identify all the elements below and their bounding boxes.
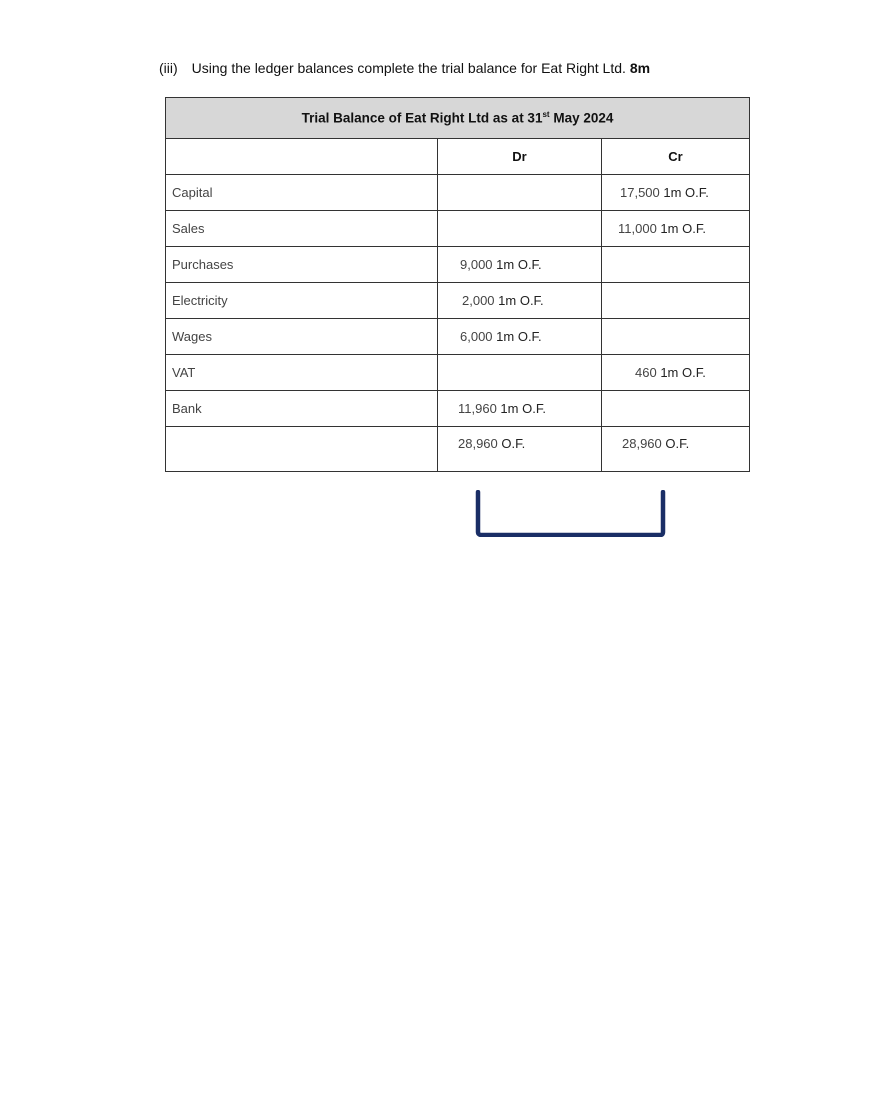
cr-mark-note: 1m O.F. bbox=[660, 221, 706, 236]
dr-amount-cell bbox=[438, 283, 602, 319]
dr-mark-note: 1m O.F. bbox=[498, 293, 544, 308]
question-number: (iii) bbox=[159, 60, 178, 76]
dr-amount-cell bbox=[438, 319, 602, 355]
dr-amount-cell bbox=[438, 355, 602, 391]
question-line bbox=[159, 60, 650, 76]
table-row bbox=[166, 211, 750, 247]
total-dr-cell: 28,960 O.F. bbox=[438, 427, 602, 472]
trial-balance-table bbox=[165, 97, 750, 472]
total-cr-cell: 28,960 O.F. bbox=[602, 427, 750, 472]
cr-amount: 460 bbox=[635, 365, 661, 380]
cr-amount-cell bbox=[602, 175, 750, 211]
question-marks: 8m bbox=[629, 60, 651, 76]
header-dr: Dr bbox=[438, 139, 602, 175]
header-cr: Cr bbox=[602, 139, 750, 175]
dr-mark-note: 1m O.F. bbox=[500, 401, 546, 416]
total-label-cell bbox=[166, 427, 438, 472]
dr-mark-note: 1m O.F. bbox=[496, 329, 542, 344]
cr-amount-cell bbox=[602, 319, 750, 355]
dr-amount: 9,000 bbox=[460, 257, 497, 272]
table-body bbox=[166, 175, 750, 427]
dr-amount-cell bbox=[438, 391, 602, 427]
account-name: Capital bbox=[166, 175, 438, 211]
table-row bbox=[166, 391, 750, 427]
account-name: Purchases bbox=[166, 247, 438, 283]
dr-amount: 2,000 bbox=[462, 293, 499, 308]
total-row bbox=[166, 427, 750, 472]
table-row bbox=[166, 283, 750, 319]
dr-amount: 6,000 bbox=[460, 329, 497, 344]
cr-amount-cell bbox=[602, 283, 750, 319]
cr-amount-cell bbox=[602, 391, 750, 427]
dr-amount-cell bbox=[438, 247, 602, 283]
cr-amount-cell bbox=[602, 247, 750, 283]
table-row bbox=[166, 247, 750, 283]
table-row bbox=[166, 355, 750, 391]
table-title: Trial Balance of Eat Right Ltd as at 31st May 2024 bbox=[166, 98, 750, 139]
handwritten-bracket-mark bbox=[474, 490, 666, 537]
title-superscript: st bbox=[542, 110, 550, 120]
table-title-row bbox=[166, 98, 750, 139]
cr-amount-cell bbox=[602, 355, 750, 391]
cr-mark-note: 1m O.F. bbox=[660, 365, 706, 380]
dr-amount-cell bbox=[438, 211, 602, 247]
account-name: Sales bbox=[166, 211, 438, 247]
table-row bbox=[166, 175, 750, 211]
cr-amount: 17,500 bbox=[620, 185, 664, 200]
account-name: Wages bbox=[166, 319, 438, 355]
cr-mark-note: 1m O.F. bbox=[663, 185, 709, 200]
question-text: Using the ledger balances complete the trial balance for Eat Right Ltd. bbox=[191, 60, 626, 76]
table-row bbox=[166, 319, 750, 355]
account-name: VAT bbox=[166, 355, 438, 391]
dr-mark-note: 1m O.F. bbox=[496, 257, 542, 272]
header-blank bbox=[166, 139, 438, 175]
account-name: Electricity bbox=[166, 283, 438, 319]
dr-amount: 11,960 bbox=[458, 401, 501, 416]
cr-amount-cell bbox=[602, 211, 750, 247]
dr-amount-cell bbox=[438, 175, 602, 211]
account-name: Bank bbox=[166, 391, 438, 427]
cr-amount: 11,000 bbox=[618, 221, 661, 236]
column-header-row bbox=[166, 139, 750, 175]
